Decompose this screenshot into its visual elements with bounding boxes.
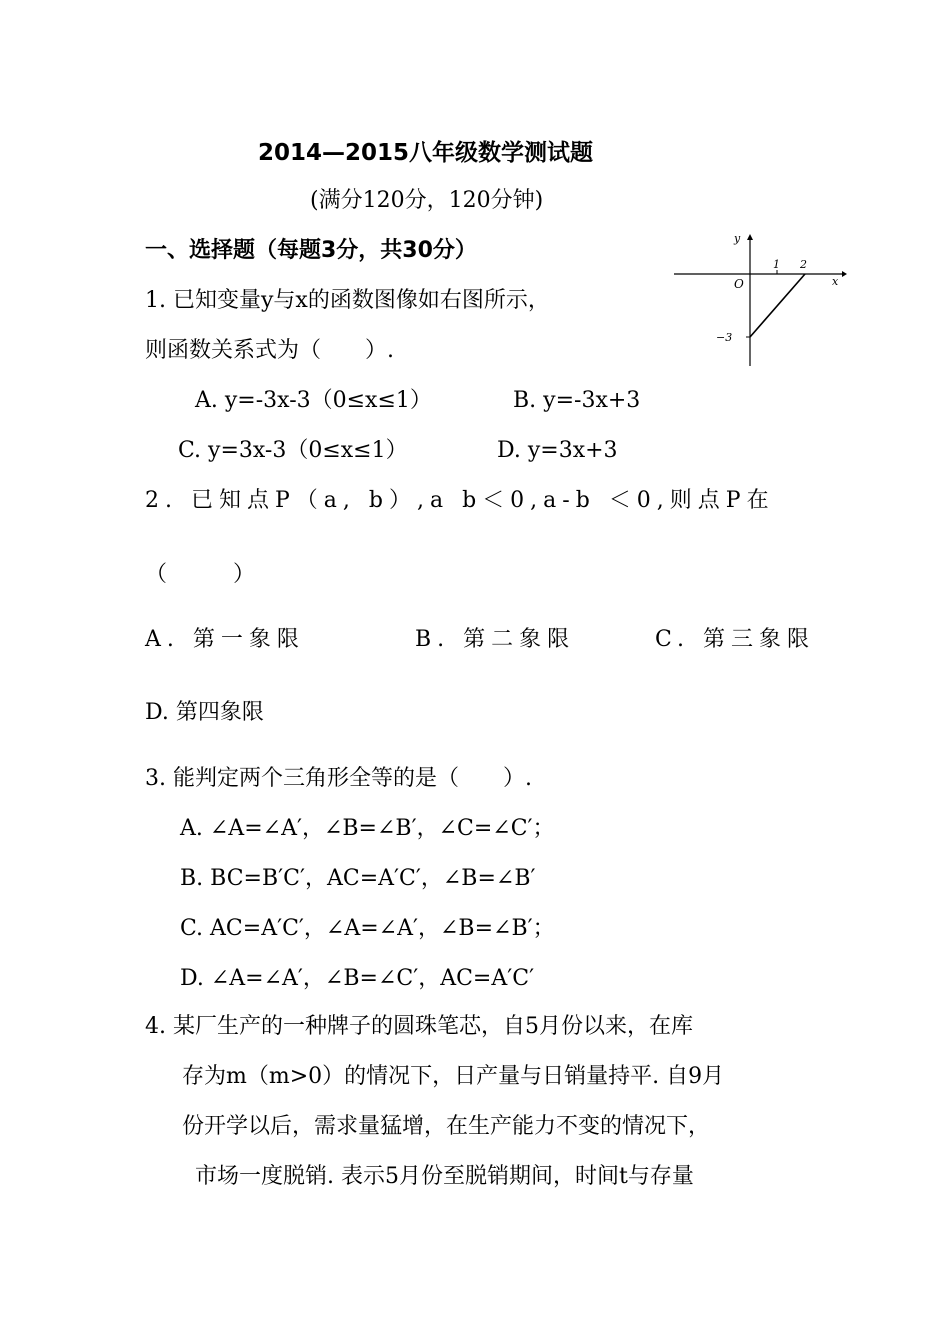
y-axis-label: y bbox=[734, 232, 741, 245]
page-title: 2014—2015八年级数学测试题 bbox=[258, 140, 594, 166]
q2-option-b: B. 第二象限 bbox=[415, 627, 576, 652]
q3-option-b: B. BC=B′C′，AC=A′C′，∠B=∠B′ bbox=[180, 866, 536, 891]
q4-stem-line1: 4. 某厂生产的一种牌子的圆珠笔芯，自5月份以来，在库 bbox=[145, 1014, 693, 1039]
q3-option-c: C. AC=A′C′，∠A=∠A′，∠B=∠B′； bbox=[180, 916, 555, 941]
section-heading: 一、选择题（每题3分，共30分） bbox=[145, 238, 477, 263]
q1-function-graph bbox=[672, 230, 847, 370]
q1-option-b: B. y=-3x+3 bbox=[513, 388, 641, 413]
tick-1-label: 1 bbox=[773, 258, 780, 271]
q3-option-a: A. ∠A=∠A′，∠B=∠B′，∠C=∠C′； bbox=[180, 816, 555, 841]
page-subtitle: (满分120分，120分钟) bbox=[310, 188, 544, 213]
q2-option-a: A. 第一象限 bbox=[145, 627, 305, 652]
q1-option-c: C. y=3x-3（0≤x≤1） bbox=[178, 438, 408, 463]
q1-option-a: A. y=-3x-3（0≤x≤1） bbox=[195, 388, 432, 413]
q1-option-d: D. y=3x+3 bbox=[497, 438, 618, 463]
q2-stem-line1: 2. 已知点P（a, b）,a b＜0,a-b ＜0,则点P在 bbox=[145, 488, 775, 513]
q3-stem: 3. 能判定两个三角形全等的是（ ）. bbox=[145, 766, 532, 791]
y-axis-arrow bbox=[747, 234, 753, 240]
q4-stem-line2: 存为m（m>0）的情况下，日产量与日销量持平. 自9月 bbox=[182, 1064, 725, 1089]
q4-stem-line4: 市场一度脱销. 表示5月份至脱销期间，时间t与存量 bbox=[195, 1164, 694, 1189]
tick-neg3-label: −3 bbox=[716, 331, 733, 344]
q4-stem-line3: 份开学以后，需求量猛增，在生产能力不变的情况下， bbox=[182, 1114, 711, 1139]
origin-label: O bbox=[734, 277, 744, 291]
function-line bbox=[750, 274, 805, 337]
tick-2-label: 2 bbox=[800, 258, 807, 271]
q3-option-d: D. ∠A=∠A′，∠B=∠C′，AC=A′C′ bbox=[180, 966, 535, 991]
q1-stem-line1: 1. 已知变量y与x的函数图像如右图所示， bbox=[145, 288, 550, 313]
q1-stem-line2: 则函数关系式为（ ）. bbox=[145, 338, 394, 363]
q2-option-c: C. 第三象限 bbox=[655, 627, 816, 652]
x-axis-label: x bbox=[832, 275, 839, 288]
x-axis-arrow bbox=[842, 271, 847, 277]
q2-option-d: D. 第四象限 bbox=[145, 700, 264, 725]
q2-stem-line2: （ ） bbox=[145, 562, 256, 587]
